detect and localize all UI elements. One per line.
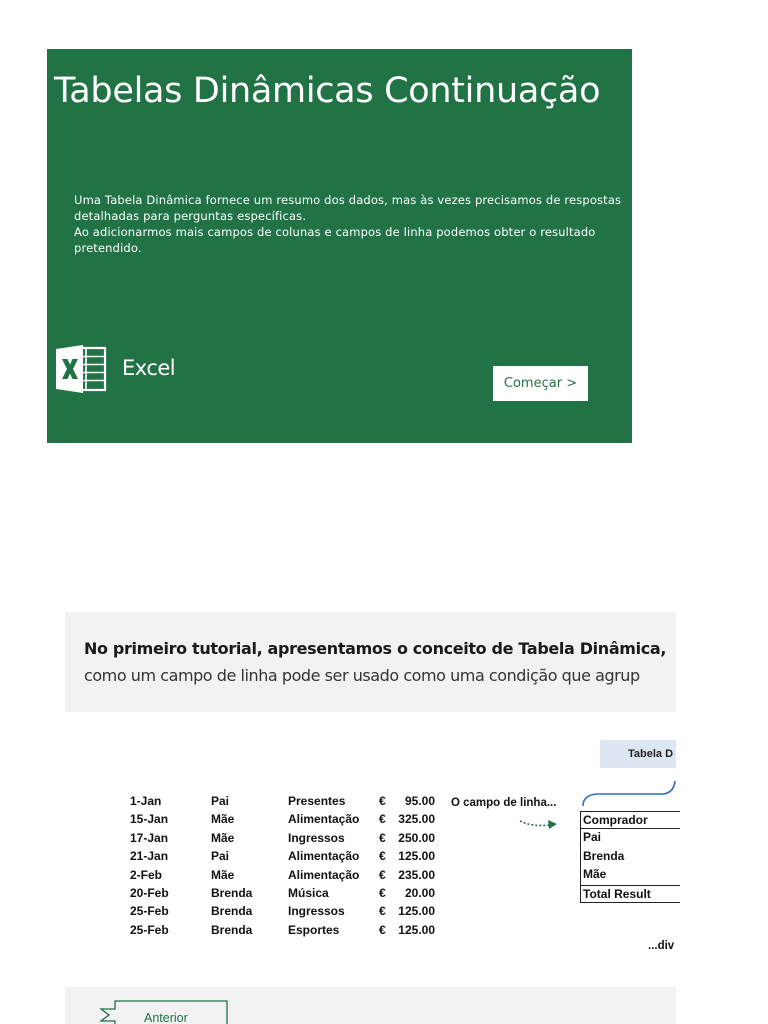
cell-amount: 20.00 [404,885,435,900]
cell-buyer: Pai [211,794,230,808]
cell-date: 1-Jan [130,794,162,808]
excel-wordmark: Excel [122,356,176,380]
cell-category: Esportes [288,922,340,937]
cell-date: 15-Jan [130,812,169,827]
cover-card [47,49,632,443]
cell-date: 25-Feb [130,904,169,919]
cell-buyer: Brenda [211,922,253,937]
cell-amount: 95.00 [404,794,435,808]
cell-category: Ingressos [288,830,345,845]
cell-buyer: Brenda [211,904,253,919]
intro-headline: No primeiro tutorial, apresentamos o conceito de Tabela Dinâmica, [84,639,667,658]
cell-currency: € [379,922,386,937]
cell-category: Ingressos [288,904,345,919]
dotted-arrow-icon [518,815,560,831]
cell-currency: € [379,885,386,900]
description-paragraph-2: Ao adicionarmos mais campos de colunas e campos de linha podemos obter o resultado pretendido. [74,225,596,255]
description-paragraph-1: Uma Tabela Dinâmica fornece um resumo dos dados, mas às vezes precisamos de respostas detalhadas para perguntas específicas. [74,193,622,223]
cell-buyer: Mãe [211,867,235,882]
cell-category: Presentes [288,794,346,808]
page-title: Tabelas Dinâmicas Continuação [54,71,601,111]
continuation-note: ...div [648,940,675,952]
cell-category: Alimentação [288,867,360,882]
previous-button-label: Anterior [144,1011,188,1024]
cell-date: 2-Feb [130,867,163,882]
cell-amount: 325.00 [398,812,435,827]
pivot-total-cell: Total Result [580,885,680,903]
cell-currency: € [379,812,386,827]
cell-amount: 125.00 [398,922,435,937]
cell-currency: € [379,867,386,882]
pivot-row-cell: Pai [580,829,680,847]
intro-subline: como um campo de linha pode ser usado como uma condição que agrup [84,666,640,685]
cell-currency: € [379,904,386,919]
previous-button[interactable] [97,1000,228,1024]
cell-currency: € [379,830,386,845]
cell-date: 25-Feb [130,922,169,937]
cell-category: Música [288,885,329,900]
excel-logo-icon [56,345,108,393]
pivot-table [580,811,680,903]
cover-description [74,192,632,256]
intro-banner [65,612,676,712]
cell-category: Alimentação [288,812,360,827]
cell-amount: 235.00 [398,867,435,882]
cell-amount: 125.00 [398,904,435,919]
pivot-bracket-icon [580,778,676,808]
cell-buyer: Mãe [211,812,235,827]
cell-buyer: Mãe [211,830,235,845]
cell-amount: 250.00 [398,830,435,845]
cell-category: Alimentação [288,849,360,864]
cell-currency: € [379,794,386,808]
cell-buyer: Brenda [211,885,253,900]
cell-date: 21-Jan [130,849,169,864]
cell-currency: € [379,849,386,864]
pivot-header-cell: Comprador [580,811,680,829]
row-field-annotation: O campo de linha... [451,797,557,809]
cell-date: 17-Jan [130,830,169,845]
start-button[interactable]: Começar > [493,366,588,401]
pivot-row-cell: Brenda [580,848,680,866]
cell-buyer: Pai [211,849,230,864]
pivot-row-cell: Mãe [580,866,680,884]
cell-amount: 125.00 [398,849,435,864]
cell-date: 20-Feb [130,885,169,900]
pivot-table-heading: Tabela D [600,740,676,768]
